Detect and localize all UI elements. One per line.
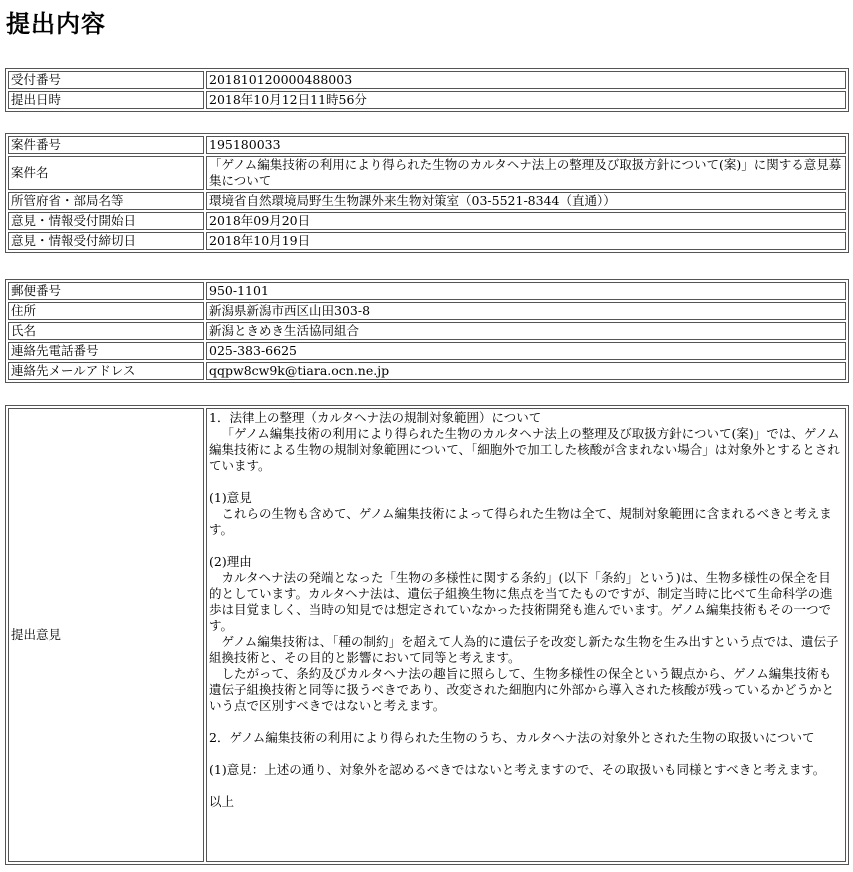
address-label: 住所 <box>8 302 204 320</box>
page-title: 提出内容 <box>6 10 106 38</box>
opinion-blank-line <box>209 538 843 554</box>
ministry-value: 環境省自然環境局野生生物課外来生物対策室（03-5521-8344（直通）） <box>206 192 846 210</box>
start-date-label: 意見・情報受付開始日 <box>8 212 204 230</box>
opinion-paragraph: したがって、条約及びカルタヘナ法の趣旨に照らして、生物多様性の保全という観点から、ゲノム編集技術も遺伝子組換技術と同等に扱うべきであり、改変された細胞内に外部から導入された核酸が残っているかどうかという点で区別すべきではないと考えます。 <box>209 666 835 713</box>
postal-code-value: 950-1101 <box>206 282 846 300</box>
table-row <box>8 136 846 154</box>
opinion-heading-2: 2．ゲノム編集技術の利用により得られた生物のうち、カルタヘナ法の対象外とされた生物の取扱いについて <box>209 730 815 745</box>
opinion-paragraph: (1)意見：上述の通り、対象外を認めるべきではないと考えますので、その取扱いも同様とすべきと考えます。 <box>209 762 826 777</box>
opinion-label: 提出意見 <box>8 408 204 862</box>
address-value: 新潟県新潟市西区山田303-8 <box>206 302 846 320</box>
submission-datetime-value: 2018年10月12日11時56分 <box>206 91 846 109</box>
opinion-paragraph: 「ゲノム編集技術の利用により得られた生物のカルタヘナ法上の整理及び取扱方針について(案)」では、ゲノム編集技術による生物の規制対象範囲について、「細胞外で加工した核酸が含まれない場合」は対象外とするとされています。 <box>209 426 840 473</box>
email-value: qqpw8cw9k@tiara.ocn.ne.jp <box>206 362 846 380</box>
postal-code-label: 郵便番号 <box>8 282 204 300</box>
table-row <box>8 91 846 109</box>
opinion-blank-line <box>209 714 843 730</box>
opinion-paragraph: カルタヘナ法の発端となった「生物の多様性に関する条約」(以下「条約」という)は、生物多様性の保全を目的としています。カルタヘナ法は、遺伝子組換生物に焦点を当てたものですが、制定当時に比べて生命科学の進歩は目覚ましく、当時の知見では想定されていなかった技術開発も進んでいます。ゲノム編集技術もその一つです。 <box>209 570 833 633</box>
receipt-number-label: 受付番号 <box>8 71 204 89</box>
end-date-label: 意見・情報受付締切日 <box>8 232 204 250</box>
name-value: 新潟ときめき生活協同組合 <box>206 322 846 340</box>
case-name-value: 「ゲノム編集技術の利用により得られた生物のカルタヘナ法上の整理及び取扱方針について(案)」に関する意見募集について <box>206 156 846 190</box>
table-row <box>8 192 846 210</box>
table-row <box>8 322 846 340</box>
opinion-closing: 以上 <box>209 794 235 809</box>
opinion-paragraph: これらの生物も含めて、ゲノム編集技術によって得られた生物は全て、規制対象範囲に含まれるべきと考えます。 <box>209 506 832 537</box>
opinion-body <box>206 408 846 862</box>
submission-datetime-label: 提出日時 <box>8 91 204 109</box>
table-row <box>8 302 846 320</box>
opinion-blank-line <box>209 474 843 490</box>
table-row <box>8 282 846 300</box>
receipt-number-value: 201810120000488003 <box>206 71 846 89</box>
start-date-value: 2018年09月20日 <box>206 212 846 230</box>
ministry-label: 所管府省・部局名等 <box>8 192 204 210</box>
case-number-value: 195180033 <box>206 136 846 154</box>
submission-info-table <box>5 68 849 112</box>
table-row <box>8 342 846 360</box>
table-row <box>8 408 846 862</box>
name-label: 氏名 <box>8 322 204 340</box>
end-date-value: 2018年10月19日 <box>206 232 846 250</box>
phone-value: 025-383-6625 <box>206 342 846 360</box>
opinion-heading-1: 1．法律上の整理（カルタヘナ法の規制対象範囲）について <box>209 410 542 425</box>
opinion-subheading: (2)理由 <box>209 554 252 569</box>
case-info-table <box>5 133 849 253</box>
table-row <box>8 232 846 250</box>
case-number-label: 案件番号 <box>8 136 204 154</box>
phone-label: 連絡先電話番号 <box>8 342 204 360</box>
table-row <box>8 156 846 190</box>
table-row <box>8 71 846 89</box>
opinion-paragraph: ゲノム編集技術は、「種の制約」を超えて人為的に遺伝子を改変し新たな生物を生み出すという点では、遺伝子組換技術と、その目的と影響において同等と考えます。 <box>209 634 839 665</box>
submitter-info-table <box>5 279 849 383</box>
opinion-subheading: (1)意見 <box>209 490 252 505</box>
email-label: 連絡先メールアドレス <box>8 362 204 380</box>
table-row <box>8 362 846 380</box>
case-name-label: 案件名 <box>8 156 204 190</box>
opinion-blank-line <box>209 746 843 762</box>
opinion-blank-line <box>209 778 843 794</box>
opinion-table <box>5 405 849 865</box>
table-row <box>8 212 846 230</box>
